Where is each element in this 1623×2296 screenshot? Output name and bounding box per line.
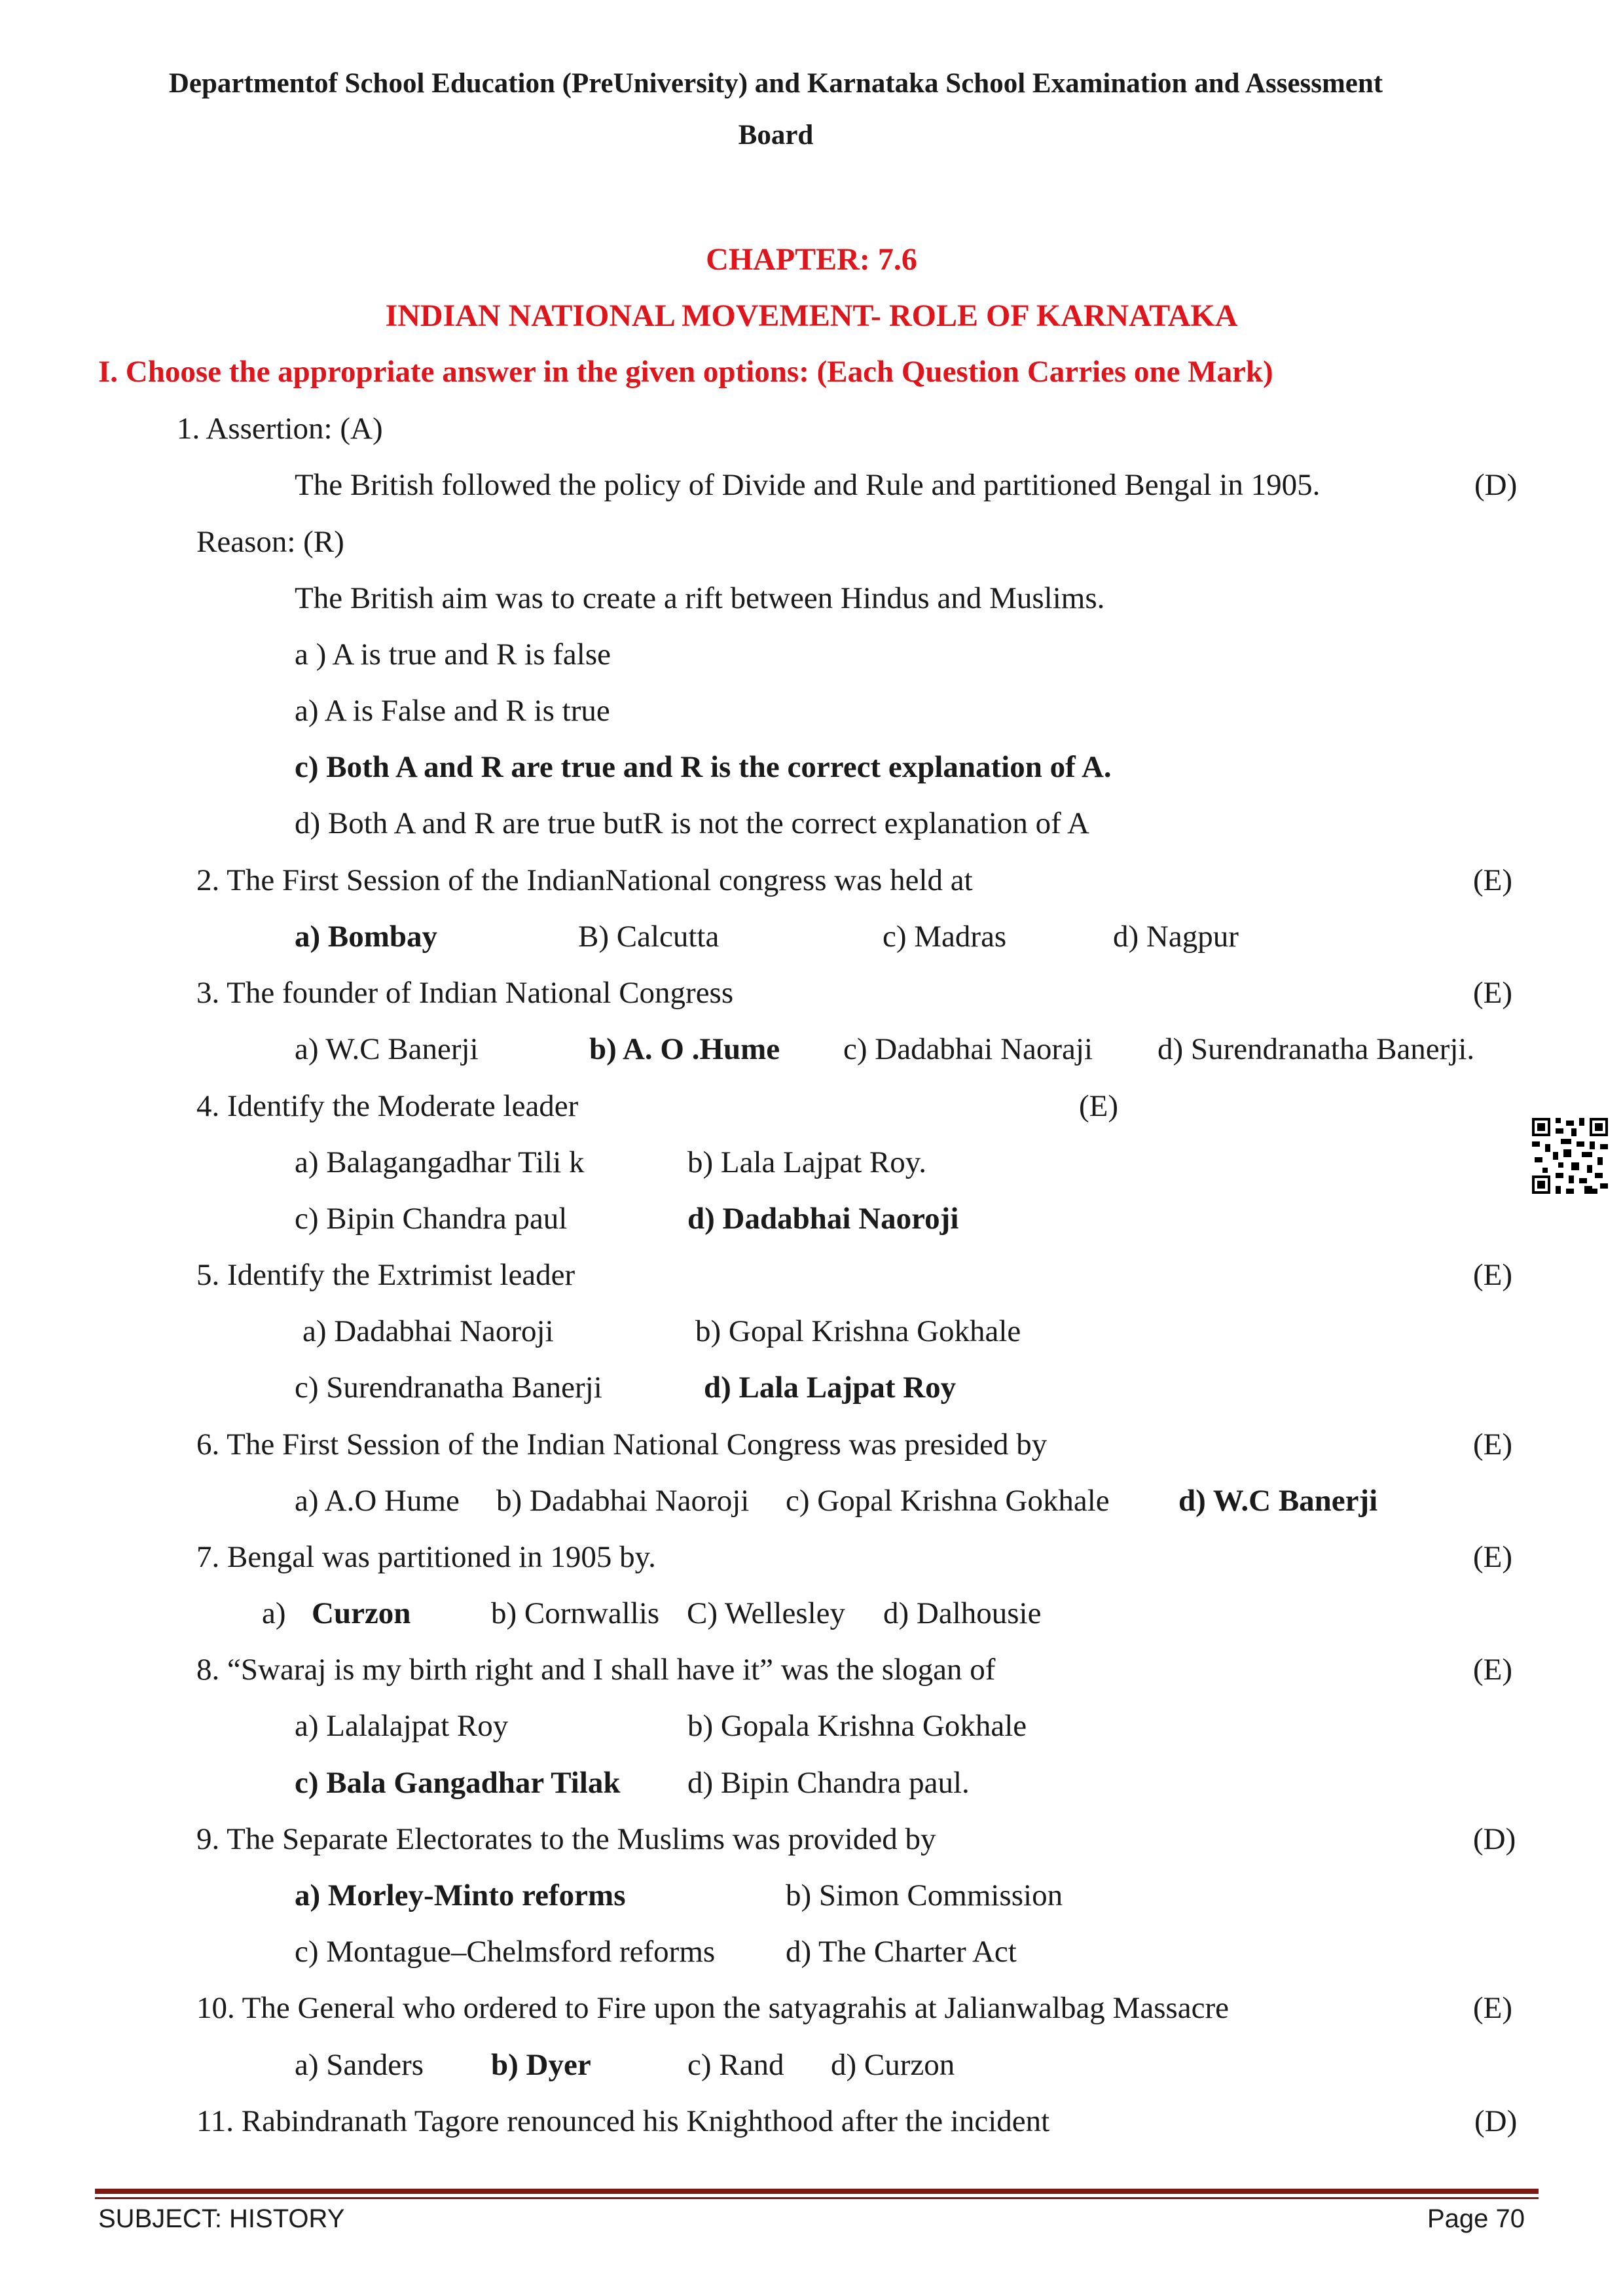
q9-option-b: b) Simon Commission bbox=[786, 1878, 1063, 1912]
q7-option-c: C) Wellesley bbox=[687, 1596, 846, 1630]
q7-text: 7. Bengal was partitioned in 1905 by. bbox=[196, 1540, 656, 1574]
q7-option-a-label: a) bbox=[262, 1596, 286, 1630]
q10-text: 10. The General who ordered to Fire upon the satyagrahis at Jalianwalbag Massacre bbox=[196, 1991, 1230, 2025]
q4-option-d-answer: d) Dadabhai Naoroji bbox=[687, 1202, 959, 1236]
q1-option-d: d) Both A and R are true butR is not the correct explanation of A bbox=[295, 806, 1089, 840]
q3-option-b-answer: b) A. O .Hume bbox=[589, 1032, 780, 1066]
q1-reason-label: Reason: (R) bbox=[196, 525, 344, 559]
footer-divider-thick bbox=[95, 2189, 1539, 2194]
q8-option-b: b) Gopala Krishna Gokhale bbox=[687, 1709, 1027, 1743]
footer-divider-thin bbox=[95, 2197, 1539, 2199]
q4-option-a: a) Balagangadhar Tili k bbox=[295, 1145, 585, 1179]
q3-text: 3. The founder of Indian National Congress bbox=[196, 976, 734, 1010]
q8-option-a: a) Lalalajpat Roy bbox=[295, 1709, 509, 1743]
q9-option-a-answer: a) Morley-Minto reforms bbox=[295, 1878, 626, 1912]
q5-option-c: c) Surendranatha Banerji bbox=[295, 1371, 602, 1405]
header-line-2: Board bbox=[738, 120, 814, 151]
q10-option-d: d) Curzon bbox=[831, 2048, 955, 2082]
q2-text: 2. The First Session of the IndianNational congress was held at bbox=[196, 863, 973, 897]
q3-option-d: d) Surendranatha Banerji. bbox=[1158, 1032, 1475, 1066]
q4-option-b: b) Lala Lajpat Roy. bbox=[687, 1145, 926, 1179]
q1-assertion-label: 1. Assertion: (A) bbox=[177, 412, 383, 446]
q10-option-c: c) Rand bbox=[687, 2048, 784, 2082]
q6-option-d-answer: d) W.C Banerji bbox=[1178, 1484, 1378, 1518]
q3-option-c: c) Dadabhai Naoraji bbox=[843, 1032, 1093, 1066]
q5-option-b: b) Gopal Krishna Gokhale bbox=[695, 1314, 1021, 1348]
q1-reason: The British aim was to create a rift between Hindus and Muslims. bbox=[295, 581, 1105, 615]
q6-text: 6. The First Session of the Indian National Congress was presided by bbox=[196, 1427, 1048, 1462]
q2-option-c: c) Madras bbox=[883, 920, 1007, 954]
q7-tag: (E) bbox=[1473, 1540, 1513, 1574]
q9-option-d: d) The Charter Act bbox=[786, 1935, 1017, 1969]
q1-option-a: a ) A is true and R is false bbox=[295, 637, 611, 672]
q8-text: 8. “Swaraj is my birth right and I shall have it” was the slogan of bbox=[196, 1653, 996, 1687]
q1-option-c-answer: c) Both A and R are true and R is the correct explanation of A. bbox=[295, 750, 1112, 784]
q11-text: 11. Rabindranath Tagore renounced his Knighthood after the incident bbox=[196, 2104, 1050, 2138]
q6-option-b: b) Dadabhai Naoroji bbox=[496, 1484, 750, 1518]
q7-option-d: d) Dalhousie bbox=[883, 1596, 1042, 1630]
header-line-1: Departmentof School Education (PreUniversity) and Karnataka School Examination and Assessment bbox=[168, 68, 1383, 99]
q4-tag: (E) bbox=[1079, 1089, 1119, 1123]
q5-text: 5. Identify the Extrimist leader bbox=[196, 1258, 575, 1292]
q10-option-a: a) Sanders bbox=[295, 2048, 424, 2082]
q5-option-a: a) Dadabhai Naoroji bbox=[302, 1314, 554, 1348]
q9-text: 9. The Separate Electorates to the Muslims was provided by bbox=[196, 1822, 936, 1856]
q8-option-c-answer: c) Bala Gangadhar Tilak bbox=[295, 1766, 621, 1800]
q9-option-c: c) Montague–Chelmsford reforms bbox=[295, 1935, 716, 1969]
q6-tag: (E) bbox=[1473, 1427, 1513, 1462]
q7-option-b: b) Cornwallis bbox=[491, 1596, 660, 1630]
q10-tag: (E) bbox=[1473, 1991, 1513, 2025]
q5-tag: (E) bbox=[1473, 1258, 1513, 1292]
section-heading: I. Choose the appropriate answer in the given options: (Each Question Carries one Mark) bbox=[98, 355, 1273, 389]
q11-tag: (D) bbox=[1474, 2104, 1518, 2138]
footer-page-number: Page 70 bbox=[1427, 2204, 1525, 2233]
chapter-number: CHAPTER: 7.6 bbox=[706, 242, 917, 277]
chapter-title: INDIAN NATIONAL MOVEMENT- ROLE OF KARNATAKA bbox=[385, 298, 1238, 333]
q7-option-a-answer: Curzon bbox=[312, 1596, 411, 1630]
q6-option-c: c) Gopal Krishna Gokhale bbox=[786, 1484, 1110, 1518]
q3-tag: (E) bbox=[1473, 976, 1513, 1010]
q2-option-d: d) Nagpur bbox=[1113, 920, 1239, 954]
q4-text: 4. Identify the Moderate leader bbox=[196, 1089, 579, 1123]
q1-assertion: The British followed the policy of Divide and Rule and partitioned Bengal in 1905. bbox=[295, 468, 1321, 502]
q3-option-a: a) W.C Banerji bbox=[295, 1032, 479, 1066]
footer-subject: SUBJECT: HISTORY bbox=[98, 2204, 345, 2233]
qr-code-icon bbox=[1532, 1118, 1608, 1194]
q2-option-a-answer: a) Bombay bbox=[295, 920, 438, 954]
q2-tag: (E) bbox=[1473, 863, 1513, 897]
q5-option-d-answer: d) Lala Lajpat Roy bbox=[704, 1371, 957, 1405]
q2-option-b: B) Calcutta bbox=[578, 920, 720, 954]
q1-tag: (D) bbox=[1474, 468, 1518, 502]
q9-tag: (D) bbox=[1473, 1822, 1516, 1856]
q1-option-b: a) A is False and R is true bbox=[295, 694, 610, 728]
q8-tag: (E) bbox=[1473, 1653, 1513, 1687]
q4-option-c: c) Bipin Chandra paul bbox=[295, 1202, 568, 1236]
q6-option-a: a) A.O Hume bbox=[295, 1484, 460, 1518]
q8-option-d: d) Bipin Chandra paul. bbox=[687, 1766, 970, 1800]
q10-option-b-answer: b) Dyer bbox=[491, 2048, 591, 2082]
